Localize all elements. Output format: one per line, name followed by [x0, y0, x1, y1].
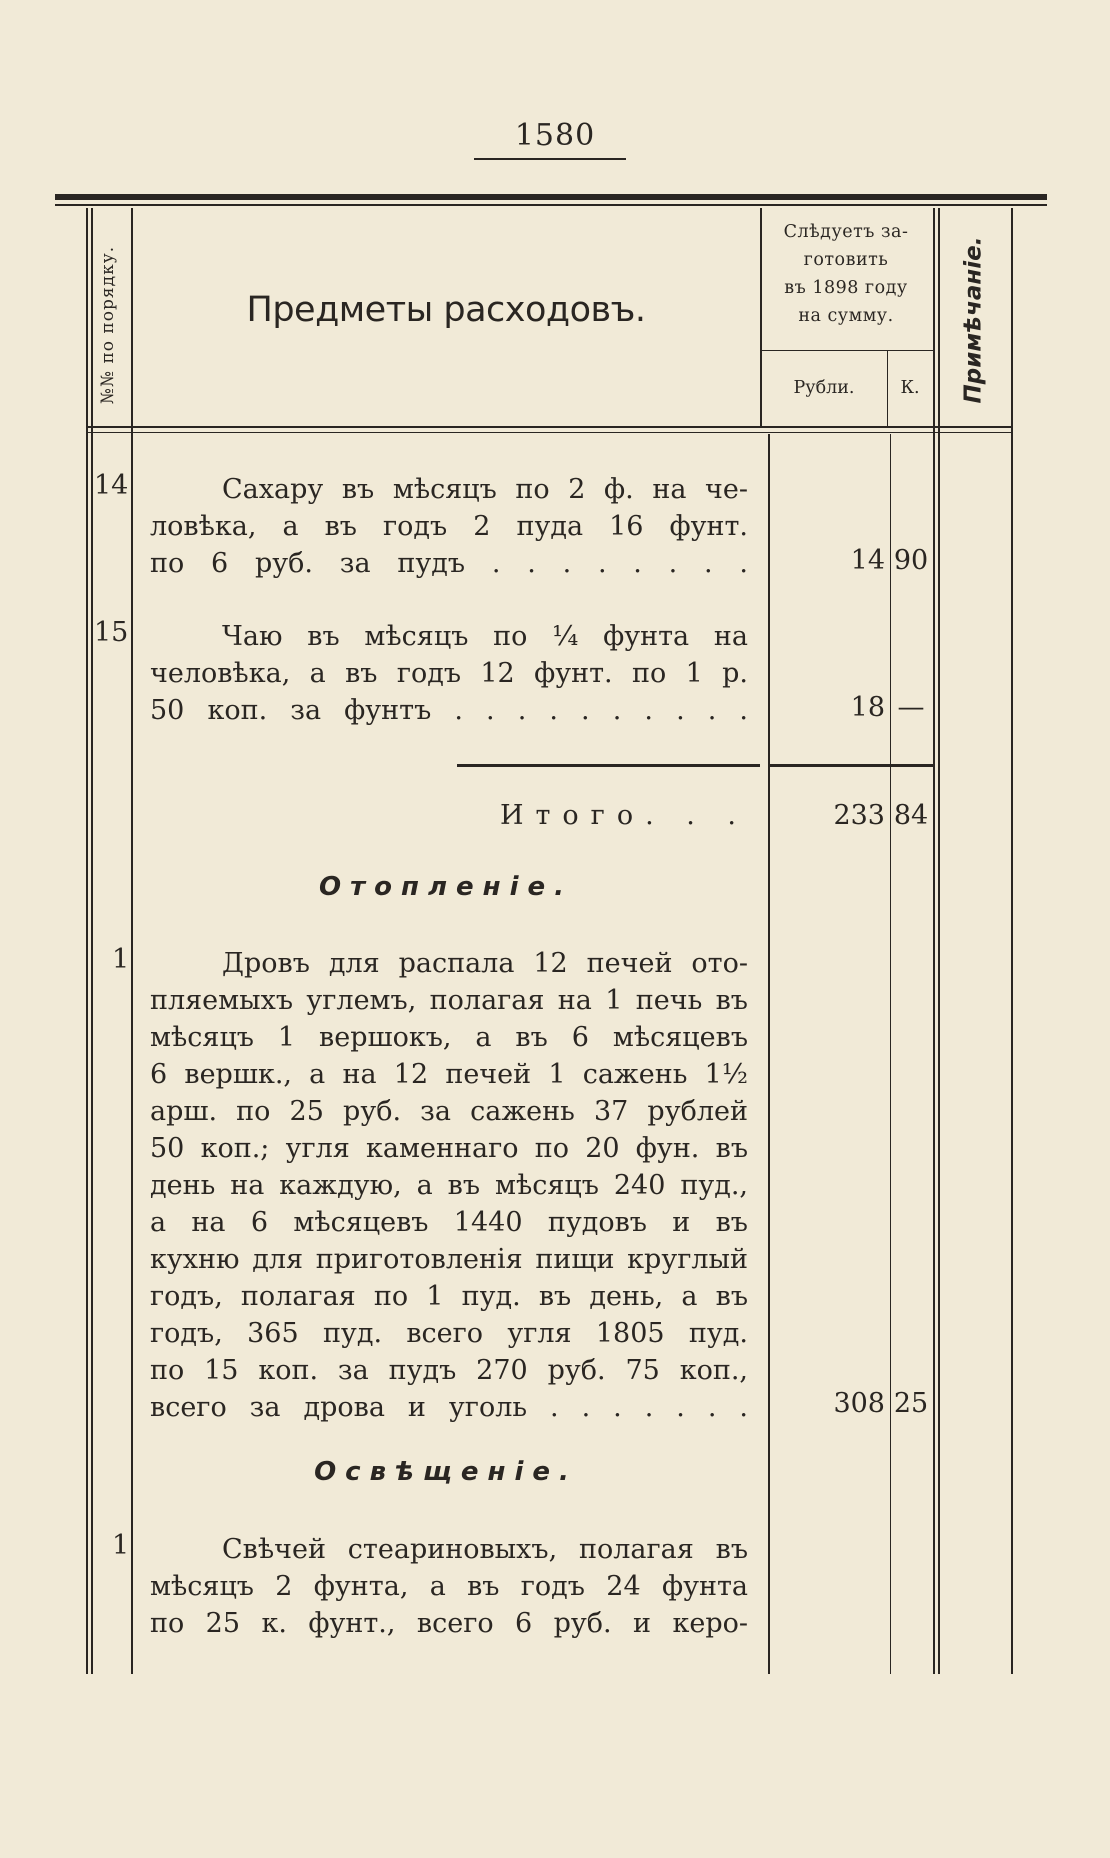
page-number: 1580 [514, 118, 596, 153]
header-note-column: Примѣчаніе. [960, 236, 987, 404]
header-kopecks: К. [900, 378, 920, 398]
row-kopecks: 90 [893, 545, 929, 576]
amount-subheader-rule [762, 350, 933, 351]
kopecks-column-divider-lower [890, 434, 891, 1674]
lighting-text: Свѣчей стеариновыхъ, полагая въ мѣсяцъ 2 фунта, а въ годъ 24 фунта по 25 к. фунт., всего 6 руб. и керо- [150, 1534, 748, 1639]
row-rubles: 18 [850, 692, 885, 723]
row-text: Чаю въ мѣсяцъ по ¼ фунта на человѣка, а въ годъ 12 фунт. по 1 р. 50 коп. за фунтъ . . . . . . . . . . [150, 621, 748, 726]
heating-kopecks: 25 [893, 1388, 929, 1419]
section-title-lighting: Освѣщеніе. [314, 1457, 578, 1487]
row-number: 14 [94, 470, 129, 501]
row-text: Сахару въ мѣсяцъ по 2 ф. на че- ловѣка, а въ годъ 2 пуда 16 фунт. по 6 руб. за пудъ . . . . . . . . [150, 474, 748, 579]
amount-column-divider-lower [768, 434, 770, 1674]
row-rubles: 14 [850, 545, 885, 576]
subtotal-rule-items [457, 764, 760, 767]
row-number: 1 [112, 944, 130, 975]
kopecks-column-divider [887, 350, 888, 426]
header-number-column: №№ по порядку. [98, 245, 118, 405]
top-rule-thin [55, 204, 1047, 206]
header-bottom-rule [86, 426, 1013, 428]
top-rule-thick [55, 194, 1047, 200]
row-number: 1 [112, 1530, 130, 1561]
total-kopecks: 84 [893, 800, 929, 831]
header-bottom-rule-double [86, 432, 1013, 433]
heating-text: Дровъ для распала 12 печей ото- пляемыхъ углемъ, полагая на 1 печь въ мѣсяцъ 1 вершокъ, а въ 6 мѣсяцевъ 6 вершк., а на 12 печей 1 сажень 1½ арш. по 25 руб. за сажень 37 рублей 50 коп.; угля каменнаго по 20 фун. въ день на каждую, а въ мѣсяцъ 240 пуд., а на 6 мѣсяцевъ 1440 пудовъ и въ кухню для приготовленія пищи круглый годъ, полагая по 1 пуд. въ день, а въ годъ, 365 пуд. всего угля 1805 пуд. по 15 коп. за пудъ 270 руб. 75 коп., всего за дрова и уголь . . . . . . . [150, 948, 748, 1423]
subtotal-rule-amount [770, 764, 933, 767]
total-label: Итого. . . [499, 800, 748, 831]
page-number-rule [474, 158, 626, 160]
header-rubles: Рубли. [793, 378, 855, 398]
section-title-heating: Отопленіе. [318, 872, 574, 902]
row-kopecks: — [897, 692, 925, 723]
header-amount-column: Слѣдуетъ за- готовить въ 1898 году на сумму. [783, 222, 909, 326]
heating-rubles: 308 [833, 1388, 885, 1419]
row-number: 15 [94, 617, 129, 648]
total-rubles: 233 [833, 800, 885, 831]
header-items-column: Предметы расходовъ. [246, 290, 646, 330]
